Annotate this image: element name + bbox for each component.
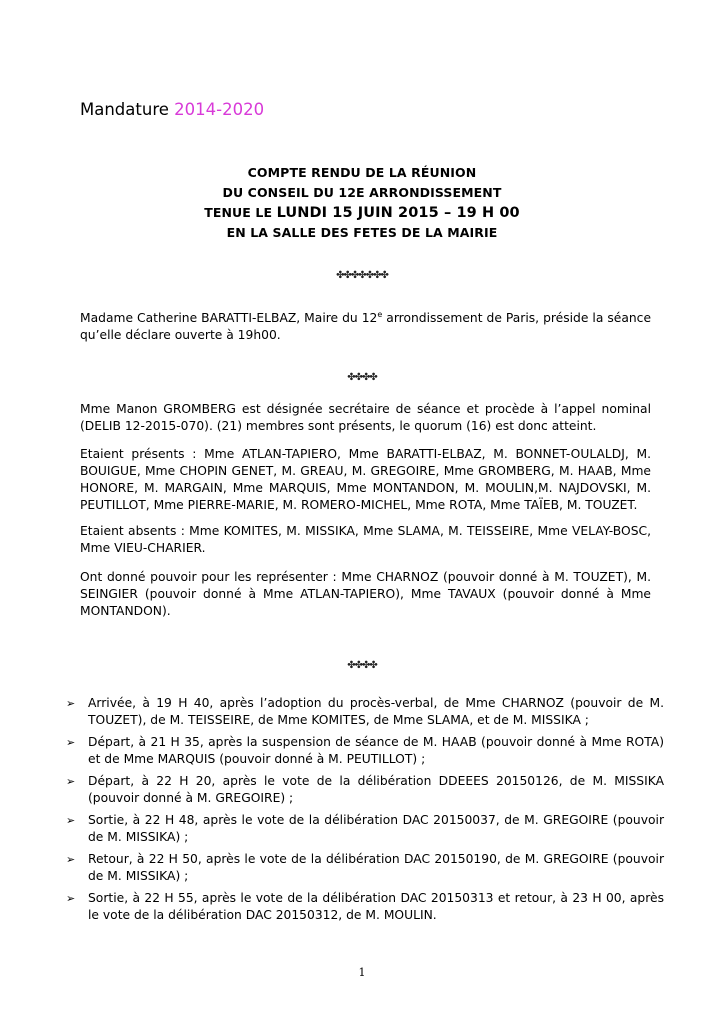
arrow-bullet-icon: ➢ (66, 853, 76, 866)
mandature-years: 2014-2020 (174, 100, 265, 119)
opening-superscript: e (377, 309, 383, 319)
ornament-divider-1: ✤✤✤✤✤✤✤ (336, 270, 388, 281)
list-item-text: Arrivée, à 19 H 40, après l’adoption du procès-verbal, de Mme CHARNOZ (pouvoir de M. TOUZET), de M. TEISSEIRE, de Mme KOMITES, de Mme SLAMA, et de M. MISSIKA ; (88, 696, 664, 727)
title-line-3 (0, 203, 724, 223)
arrow-bullet-icon: ➢ (66, 775, 76, 788)
proxies-paragraph: Ont donné pouvoir pour les représenter : Mme CHARNOZ (pouvoir donné à M. TOUZET), M. SEINGIER (pouvoir donné à Mme ATLAN-TAPIERO), Mme TAVAUX (pouvoir donné à Mme MONTANDON). (80, 570, 651, 618)
list-item (64, 890, 664, 924)
absent-members-paragraph: Etaient absents : Mme KOMITES, M. MISSIKA, Mme SLAMA, M. TEISSEIRE, Mme VELAY-BOSC, Mme VIEU-CHARIER. (80, 524, 651, 555)
list-item (64, 734, 664, 768)
list-item (64, 812, 664, 846)
meeting-date: LUNDI 15 JUIN 2015 – 19 H 00 (276, 205, 520, 221)
present-members-paragraph: Etaient présents : Mme ATLAN-TAPIERO, Mme BARATTI-ELBAZ, M. BONNET-OULALDJ, M. BOUIGUE, Mme CHOPIN GENET, M. GREAU, M. GREGOIRE, Mme GROMBERG, M. HAAB, Mme HONORE, M. MARGAIN, Mme MARQUIS, Mme MONTANDON, M. MOULIN,M. NAJDOVSKI, M. PEUTILLOT, Mme PIERRE-MARIE, M. ROMERO-MICHEL, Mme ROTA, Mme TAÏEB, M. TOUZET. (80, 447, 651, 512)
arrow-bullet-icon: ➢ (66, 736, 76, 749)
list-item (64, 773, 664, 807)
title-line-1: COMPTE RENDU DE LA RÉUNION (247, 165, 477, 180)
arrow-bullet-icon: ➢ (66, 814, 76, 827)
ornament-divider-2: ✤✤✤✤ (347, 372, 377, 383)
opening-text-1: Madame Catherine BARATTI-ELBAZ, Maire du 12 (80, 311, 378, 325)
list-item-text: Sortie, à 22 H 48, après le vote de la délibération DAC 20150037, de M. GREGOIRE (pouvoir de M. MISSIKA) ; (88, 813, 664, 844)
secretary-paragraph: Mme Manon GROMBERG est désignée secrétaire de séance et procède à l’appel nominal (DELIB 12-2015-070). (21) membres sont présents, le quorum (16) est donc atteint. (80, 402, 651, 433)
arrow-bullet-icon: ➢ (66, 697, 76, 710)
list-item-text: Départ, à 21 H 35, après la suspension de séance de M. HAAB (pouvoir donné à Mme ROTA) et de Mme MARQUIS (pouvoir donné à M. PEUTILLOT) ; (88, 735, 664, 766)
movements-list (64, 695, 664, 929)
mandature-label: Mandature (80, 100, 169, 119)
opening-paragraph (80, 310, 651, 344)
page-number: 1 (358, 966, 366, 979)
list-item-text: Départ, à 22 H 20, après le vote de la délibération DDEEES 20150126, de M. MISSIKA (pouvoir donné à M. GREGOIRE) ; (88, 774, 664, 805)
title-line-4: EN LA SALLE DES FETES DE LA MAIRIE (226, 225, 498, 240)
opening-text-2: arrondissement de Paris, préside la séance qu’elle déclare ouverte à 19h00. (80, 311, 652, 342)
list-item (64, 851, 664, 885)
list-item-text: Sortie, à 22 H 55, après le vote de la délibération DAC 20150313 et retour, à 23 H 00, après le vote de la délibération DAC 20150312, de M. MOULIN. (88, 891, 664, 922)
ornament-divider-3: ✤✤✤✤ (347, 660, 377, 671)
document-title (0, 163, 724, 243)
title-line-2: DU CONSEIL DU 12E ARRONDISSEMENT (222, 185, 502, 200)
list-item (64, 695, 664, 729)
mandature-heading (80, 100, 264, 119)
title-line-3-prefix: TENUE LE (204, 205, 273, 220)
list-item-text: Retour, à 22 H 50, après le vote de la délibération DAC 20150190, de M. GREGOIRE (pouvoir de M. MISSIKA) ; (88, 852, 664, 883)
arrow-bullet-icon: ➢ (66, 892, 76, 905)
